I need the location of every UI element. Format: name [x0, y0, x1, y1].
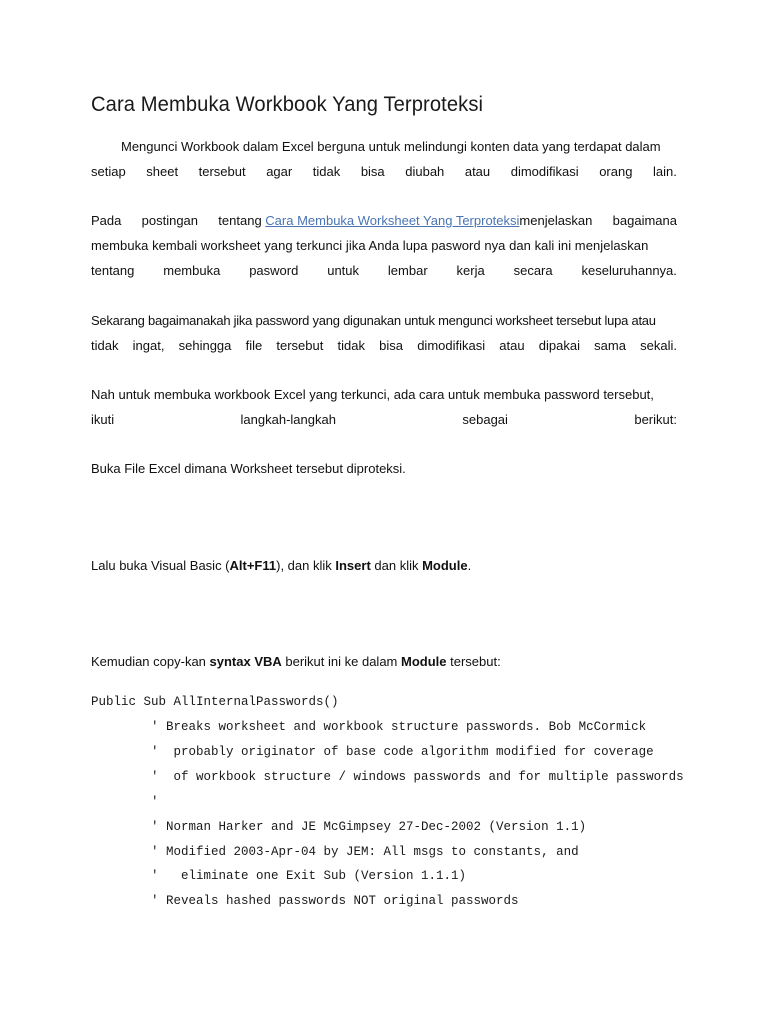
text: ), dan klik — [276, 558, 336, 573]
word: sebagai — [462, 412, 508, 427]
paragraph-7 — [91, 653, 677, 671]
paragraph-5: Buka File Excel dimana Worksheet tersebut diproteksi. — [91, 461, 406, 476]
word: tidak — [91, 338, 119, 353]
word: bisa — [360, 164, 385, 179]
code-line: ' Reveals hashed passwords NOT original passwords — [151, 894, 519, 908]
word: diubah — [405, 164, 445, 179]
word: sama — [594, 338, 626, 353]
word: dimodifikasi — [510, 164, 579, 179]
text: tersebut: — [446, 654, 501, 669]
word: dipakai — [538, 338, 580, 353]
word: tidak — [337, 338, 365, 353]
word-text: tentang — [218, 213, 262, 228]
paragraph-2-line-1 — [91, 212, 677, 230]
text: . — [467, 558, 472, 573]
word: bagaimana — [612, 213, 677, 228]
word: pasword — [249, 263, 299, 278]
word: secara — [513, 263, 553, 278]
word: setiap — [91, 164, 126, 179]
word — [218, 212, 592, 230]
word: ingat, — [132, 338, 165, 353]
word: sekali. — [640, 338, 677, 353]
word: langkah-langkah — [240, 412, 336, 427]
word: lembar — [387, 263, 428, 278]
code-line: ' Breaks worksheet and workbook structure passwords. Bob McCormick — [151, 720, 647, 734]
insert-menu-label: Insert — [335, 558, 371, 573]
code-line: ' Norman Harker and JE McGimpsey 27-Dec-2002 (Version 1.1) — [151, 820, 587, 834]
word: Pada — [91, 213, 122, 228]
word: lain. — [653, 164, 677, 179]
syntax-label: syntax VBA — [209, 654, 282, 669]
word: untuk — [327, 263, 360, 278]
word: tentang — [91, 263, 135, 278]
paragraph-3-line-2 — [91, 337, 677, 355]
code-line: ' Modified 2003-Apr-04 by JEM: All msgs to constants, and — [151, 845, 579, 859]
code-line: ' of workbook structure / windows passwords and for multiple passwords — [151, 770, 684, 784]
word: keseluruhannya. — [581, 263, 677, 278]
paragraph-2-line-2: membuka kembali worksheet yang terkunci jika Anda lupa pasword nya dan kali ini menjelaskan — [91, 238, 649, 253]
text: berikut ini ke dalam — [281, 654, 401, 669]
module-label: Module — [401, 654, 447, 669]
text: Lalu buka Visual Basic ( — [91, 558, 230, 573]
text: Kemudian copy-kan — [91, 654, 210, 669]
worksheet-article-link[interactable]: Cara Membuka Worksheet Yang Terproteksi — [265, 213, 520, 228]
word: tidak — [312, 164, 341, 179]
word: postingan — [141, 213, 199, 228]
paragraph-2-line-3 — [91, 262, 677, 280]
code-line: ' — [151, 795, 159, 809]
word: tersebut — [276, 338, 324, 353]
word: tersebut — [198, 164, 246, 179]
word: bisa — [379, 338, 404, 353]
word: ikuti — [91, 412, 115, 427]
shortcut-key: Alt+F11 — [229, 558, 277, 573]
word: file — [245, 338, 263, 353]
word: kerja — [456, 263, 485, 278]
paragraph-6 — [91, 557, 677, 575]
paragraph-1-line-1: Mengunci Workbook dalam Excel berguna untuk melindungi konten data yang terdapat dalam — [121, 139, 661, 154]
word: sheet — [146, 164, 179, 179]
word: membuka — [163, 263, 221, 278]
code-line: Public Sub AllInternalPasswords() — [91, 695, 339, 709]
word: orang — [599, 164, 633, 179]
word: sehingga — [178, 338, 232, 353]
text: dan klik — [370, 558, 423, 573]
word: atau — [499, 338, 525, 353]
code-line: ' eliminate one Exit Sub (Version 1.1.1) — [151, 869, 467, 883]
paragraph-4-line-2 — [91, 411, 677, 429]
page-title: Cara Membuka Workbook Yang Terproteksi — [91, 93, 484, 116]
word: atau — [464, 164, 491, 179]
word-text: menjelaskan — [519, 213, 593, 228]
word: agar — [266, 164, 293, 179]
word: dimodifikasi — [417, 338, 486, 353]
module-menu-label: Module — [422, 558, 468, 573]
word: berikut: — [634, 412, 677, 427]
paragraph-3-line-1: Sekarang bagaimanakah jika password yang digunakan untuk mengunci worksheet tersebut lupa atau — [91, 313, 656, 328]
paragraph-1-line-2 — [91, 163, 677, 181]
paragraph-4-line-1: Nah untuk membuka workbook Excel yang terkunci, ada cara untuk membuka password tersebut, — [91, 387, 654, 402]
code-line: ' probably originator of base code algorithm modified for coverage — [151, 745, 654, 759]
